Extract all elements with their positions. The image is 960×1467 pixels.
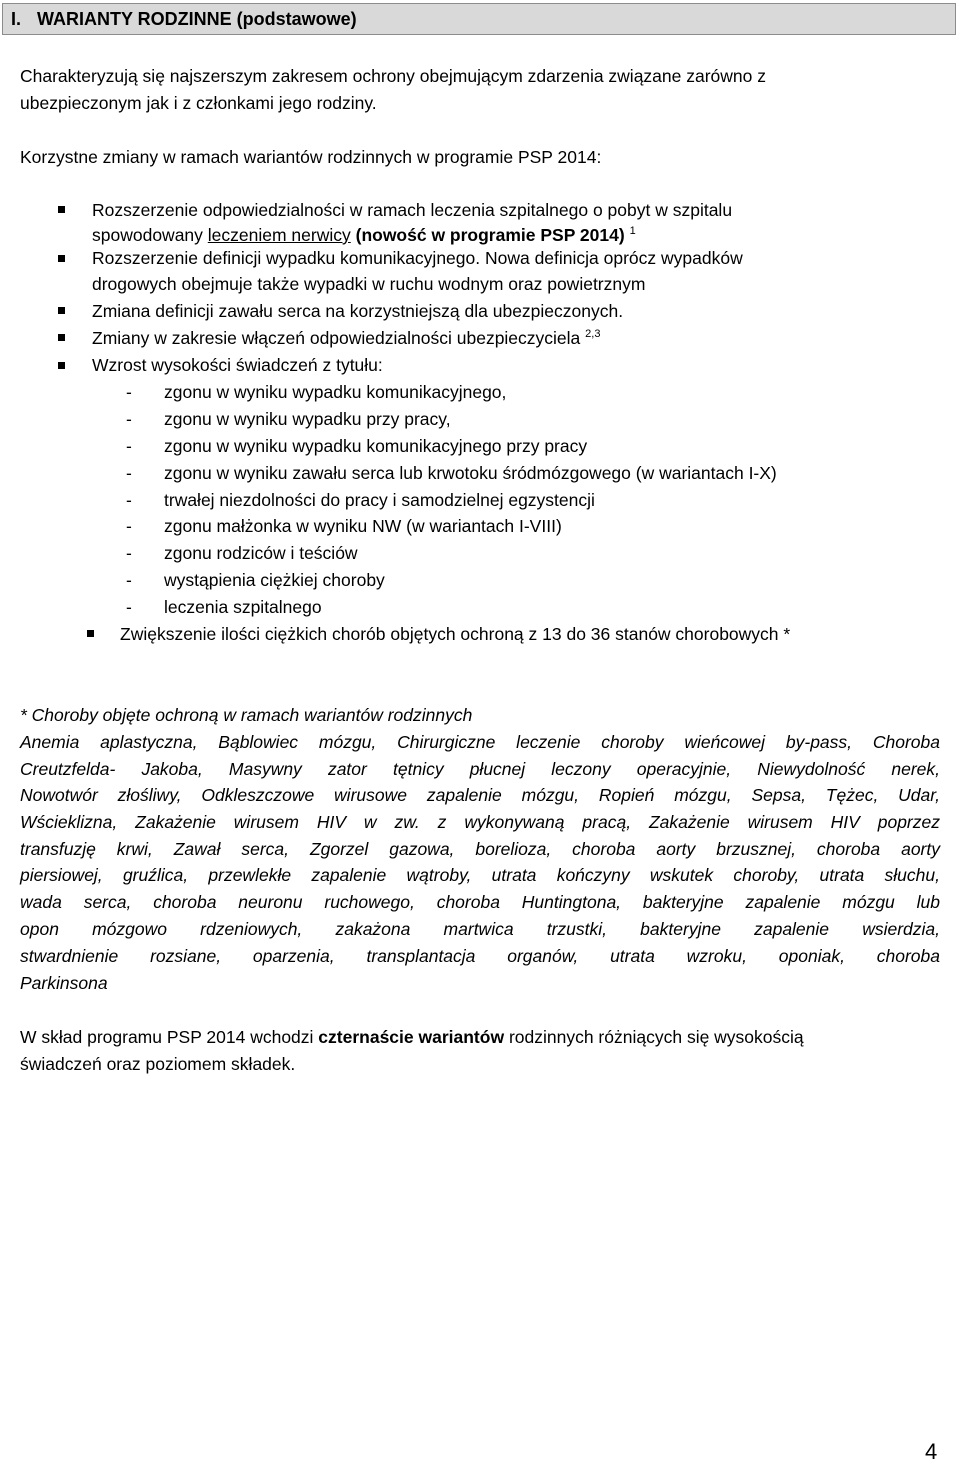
closing-pre: W skład programu PSP 2014 wchodzi xyxy=(20,1027,319,1047)
diseases-line: Creutzfelda- Jakoba, Masywny zator tętnicy płucnej leczony operacyjnie, Niewydolność nerek, xyxy=(20,759,940,779)
diseases-line: transfuzję krwi, Zawał serca, Zgorzel gazowa, borelioza, choroba aorty brzusznej, choroba aorty xyxy=(20,839,940,859)
diseases-line: wada serca, choroba neuronu ruchowego, choroba Huntingtona, bakteryjne zapalenie mózgu lub xyxy=(20,892,940,912)
bullet-marker xyxy=(87,630,94,637)
intro-line-2: ubezpieczonym jak i z członkami jego rodziny. xyxy=(20,93,377,113)
section-number: I. xyxy=(11,9,22,29)
section-title: WARIANTY RODZINNE (podstawowe) xyxy=(37,9,357,29)
bullet-marker xyxy=(58,255,65,262)
dash: - xyxy=(126,382,132,402)
bullet-4-text: Zmiany w zakresie włączeń odpowiedzialności ubezpieczyciela xyxy=(92,328,581,348)
bullet-marker xyxy=(58,362,65,369)
dash: - xyxy=(126,570,132,590)
dash: - xyxy=(126,516,132,536)
diseases-line: Anemia aplastyczna, Bąblowiec mózgu, Chirurgiczne leczenie choroby wieńcowej by-pass, Choroba xyxy=(20,732,940,752)
dash: - xyxy=(126,597,132,617)
footnote-ref-1: 1 xyxy=(629,225,636,238)
closing-line-2: świadczeń oraz poziomem składek. xyxy=(20,1054,296,1074)
bullet-marker xyxy=(58,307,65,314)
list-item: zgonu w wyniku wypadku przy pracy, xyxy=(164,409,451,429)
bullet-1-pre: spowodowany xyxy=(92,225,208,245)
bullet-6: Zwiększenie ilości ciężkich chorób objętych ochroną z 13 do 36 stanów chorobowych * xyxy=(120,624,791,644)
dash: - xyxy=(126,490,132,510)
list-item: wystąpienia ciężkiej choroby xyxy=(164,570,385,590)
bullet-marker xyxy=(58,206,65,213)
diseases-line: Wścieklizna, Zakażenie wirusem HIV w zw. z wykonywaną pracą, Zakażenie wirusem HIV poprzez xyxy=(20,812,940,832)
page-number: 4 xyxy=(925,1439,938,1464)
footnote-ref-2-3: 2,3 xyxy=(585,328,601,341)
intro-line-1: Charakteryzują się najszerszym zakresem ochrony obejmującym zdarzenia związane zarówno z xyxy=(20,66,766,86)
list-item: zgonu w wyniku wypadku komunikacyjnego, xyxy=(164,382,507,402)
diseases-line: stwardnienie rozsiane, oparzenia, transplantacja organów, utrata wzroku, oponiak, choroba xyxy=(20,946,940,966)
list-item: leczenia szpitalnego xyxy=(164,597,322,617)
closing-bold: czternaście wariantów xyxy=(318,1027,505,1047)
list-item: zgonu w wyniku zawału serca lub krwotoku śródmózgowego (w wariantach I-X) xyxy=(164,463,777,483)
list-item: zgonu rodziców i teściów xyxy=(164,543,358,563)
diseases-line: opon mózgowo rdzeniowych, zakażona martwica trzustki, bakteryjne zapalenie wsierdzia, xyxy=(20,919,940,939)
list-item: zgonu w wyniku wypadku komunikacyjnego przy pracy xyxy=(164,436,588,456)
bullet-5: Wzrost wysokości świadczeń z tytułu: xyxy=(92,355,383,375)
bullet-marker xyxy=(58,334,65,341)
changes-heading: Korzystne zmiany w ramach wariantów rodzinnych w programie PSP 2014: xyxy=(20,147,602,167)
section-header xyxy=(2,3,956,35)
diseases-heading: * Choroby objęte ochroną w ramach wariantów rodzinnych xyxy=(20,705,473,725)
diseases-line: Nowotwór złośliwy, Odkleszczowe wirusowe zapalenie mózgu, Ropień mózgu, Sepsa, Tężec, Udar, xyxy=(20,785,940,805)
bullet-1-underlined: leczeniem nerwicy xyxy=(207,225,351,245)
dash: - xyxy=(126,463,132,483)
diseases-line: piersiowej, gruźlica, przewlekłe zapalenie wątroby, utrata kończyny wskutek choroby, utrata słuchu, xyxy=(20,865,940,885)
bullet-1-line-1: Rozszerzenie odpowiedzialności w ramach leczenia szpitalnego o pobyt w szpitalu xyxy=(92,200,733,220)
bullet-4 xyxy=(92,325,600,352)
list-item: zgonu małżonka w wyniku NW (w wariantach I-VIII) xyxy=(164,516,562,536)
dash: - xyxy=(126,436,132,456)
dash: - xyxy=(126,409,132,429)
closing-line-1 xyxy=(20,1024,804,1051)
dash: - xyxy=(126,543,132,563)
bullet-2-line-2: drogowych obejmuje także wypadki w ruchu wodnym oraz powietrznym xyxy=(92,274,646,294)
diseases-line-last: Parkinsona xyxy=(20,973,108,993)
bullet-2-line-1: Rozszerzenie definicji wypadku komunikacyjnego. Nowa definicja oprócz wypadków xyxy=(92,248,743,268)
closing-post: rodzinnych różniących się wysokością xyxy=(504,1027,804,1047)
bullet-3: Zmiana definicji zawału serca na korzystniejszą dla ubezpieczonych. xyxy=(92,301,624,321)
bullet-1-bold: (nowość w programie PSP 2014) xyxy=(350,225,625,245)
list-item: trwałej niezdolności do pracy i samodzielnej egzystencji xyxy=(164,490,595,510)
